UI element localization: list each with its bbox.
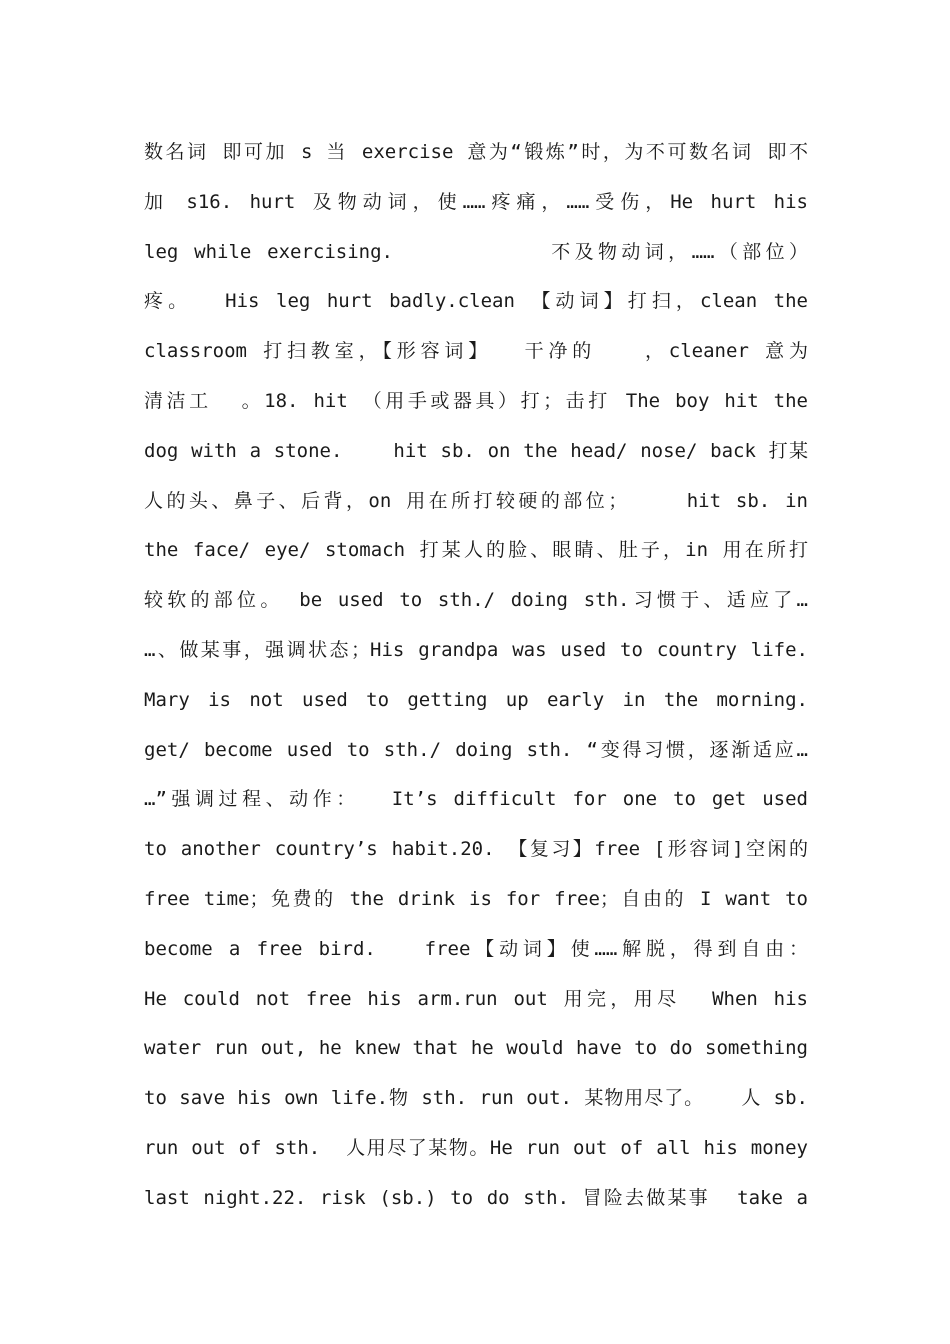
document-body-text — [144, 131, 808, 1227]
text-line: run out of sth. 人用尽了某物。He run out of all his money — [144, 1136, 808, 1159]
text-line: 清洁工 。18. hit （用手或器具）打；击打 The boy hit the — [144, 389, 808, 412]
text-line: get/ become used to sth./ doing sth. “变得习惯，逐渐适应… — [144, 738, 808, 761]
text-line: …”强调过程、动作： It’s difficult for one to get used — [144, 788, 808, 811]
text-line: Mary is not used to getting up early in the morning. — [144, 688, 808, 711]
text-line: free time；免费的 the drink is for free；自由的 I want to — [144, 887, 808, 910]
text-line: …、做某事，强调状态；His grandpa was used to country life. — [144, 638, 808, 661]
text-line: He could not free his arm.run out 用完，用尽 When his — [144, 987, 808, 1010]
text-line: to another country’s habit.20. 【复习】free [形容词]空闲的 — [144, 838, 808, 861]
text-line: to save his own life.物 sth. run out. 某物用尽了。 人 sb. — [144, 1087, 808, 1110]
text-line: 数名词 即可加 s 当 exercise 意为“锻炼”时，为不可数名词 即不 — [144, 141, 808, 163]
text-line: dog with a stone. hit sb. on the head/ nose/ back 打某 — [144, 439, 808, 462]
text-line: 人的头、鼻子、后背，on 用在所打较硬的部位； hit sb. in — [144, 489, 808, 512]
text-line: water run out, he knew that he would have to do something — [144, 1037, 808, 1060]
text-line: classroom 打扫教室，【形容词】 干净的 ，cleaner 意为 — [144, 340, 808, 363]
text-line: last night.22. risk (sb.) to do sth. 冒险去做某事 take a — [144, 1186, 808, 1209]
text-line: 较软的部位。 be used to sth./ doing sth.习惯于、适应了… — [144, 589, 808, 612]
text-line: become a free bird. free【动词】使……解脱，得到自由： — [144, 937, 808, 960]
text-line: the face/ eye/ stomach 打某人的脸、眼睛、肚子，in 用在所打 — [144, 539, 808, 562]
text-line: 疼。 His leg hurt badly.clean 【动词】打扫，clean the — [144, 290, 808, 313]
text-line: leg while exercising. 不及物动词，……（部位） — [144, 240, 808, 263]
text-line: 加 s16. hurt 及物动词，使……疼痛，……受伤，He hurt his — [144, 190, 808, 213]
